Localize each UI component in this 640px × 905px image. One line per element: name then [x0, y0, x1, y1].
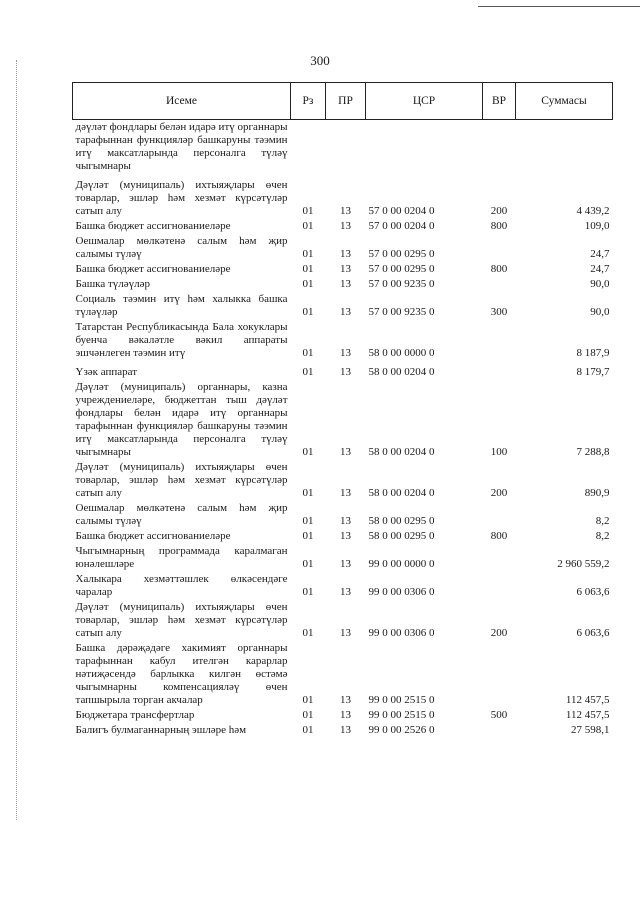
row-name: Халыкара хезмәттәшлек өлкәсендәге чаралар [75, 573, 288, 598]
header-vr: ВР [483, 83, 516, 120]
row-pr: 13 [340, 220, 351, 232]
row-name: Башка бюджет ассигнованиеләре [75, 220, 231, 232]
row-amount: 8,2 [595, 530, 610, 542]
row-amount: 90,0 [590, 306, 610, 318]
row-rz: 01 [302, 694, 314, 706]
row-vr [483, 544, 516, 572]
row-amount: 2 960 559,2 [557, 558, 610, 570]
row-name: Дәүләт (муниципаль) ихтыяҗлары өчен товарлар, эшләр һәм хезмәт күрсәтүләр сатып алу [75, 461, 288, 499]
row-vr [483, 572, 516, 600]
header-csr: ЦСР [366, 83, 483, 120]
row-amount [516, 120, 613, 179]
row-vr [483, 277, 516, 292]
row-pr: 13 [340, 515, 351, 527]
row-pr: 13 [340, 205, 351, 217]
row-name: Үзәк аппарат [75, 366, 138, 378]
row-pr: 13 [340, 558, 351, 570]
table-row [73, 723, 613, 738]
row-pr: 13 [340, 306, 351, 318]
row-csr: 99 0 00 0000 0 [368, 558, 435, 570]
row-amount: 8 179,7 [576, 366, 610, 378]
row-csr: 99 0 00 0306 0 [368, 586, 435, 598]
table-row [73, 529, 613, 544]
table-row [73, 120, 613, 179]
row-pr: 13 [340, 724, 351, 736]
row-vr: 500 [490, 709, 508, 721]
table-row [73, 262, 613, 277]
table-row [73, 708, 613, 723]
row-csr: 99 0 00 0306 0 [368, 627, 435, 639]
row-pr: 13 [340, 446, 351, 458]
binding-margin-line [16, 60, 17, 820]
row-vr [483, 501, 516, 529]
table-row [73, 501, 613, 529]
row-rz: 01 [302, 366, 314, 378]
row-vr [483, 365, 516, 380]
row-name: Дәүләт (муниципаль) ихтыяҗлары өчен товарлар, эшләр һәм хезмәт күрсәтүләр сатып алу [75, 601, 288, 639]
row-amount: 24,7 [590, 263, 610, 275]
row-rz: 01 [302, 263, 314, 275]
row-pr [326, 120, 366, 179]
table-row [73, 292, 613, 320]
row-pr: 13 [340, 586, 351, 598]
row-vr: 200 [490, 205, 508, 217]
row-vr: 800 [490, 220, 508, 232]
row-rz: 01 [302, 586, 314, 598]
row-rz: 01 [302, 278, 314, 290]
row-pr: 13 [340, 366, 351, 378]
row-vr: 300 [490, 306, 508, 318]
row-name: Дәүләт (муниципаль) ихтыяҗлары өчен товарлар, эшләр һәм хезмәт күрсәтүләр сатып алу [75, 179, 288, 217]
row-pr: 13 [340, 248, 351, 260]
row-csr: 99 0 00 2515 0 [368, 709, 435, 721]
table-body [73, 120, 613, 739]
row-pr: 13 [340, 530, 351, 542]
row-amount: 6 063,6 [576, 627, 610, 639]
row-pr: 13 [340, 487, 351, 499]
header-rz: Рз [291, 83, 326, 120]
row-rz: 01 [302, 515, 314, 527]
row-name: Башка түләүләр [75, 278, 151, 290]
row-vr [483, 320, 516, 365]
table-row [73, 380, 613, 460]
row-amount: 6 063,6 [576, 586, 610, 598]
row-pr: 13 [340, 694, 351, 706]
row-amount: 7 288,8 [576, 446, 610, 458]
row-rz: 01 [302, 446, 314, 458]
row-csr: 58 0 00 0295 0 [368, 530, 435, 542]
header-name: Исеме [73, 83, 291, 120]
row-amount: 890,9 [584, 487, 610, 499]
row-amount: 112 457,5 [565, 694, 610, 706]
row-vr: 200 [490, 627, 508, 639]
row-csr: 58 0 00 0204 0 [368, 487, 435, 499]
row-amount: 109,0 [584, 220, 610, 232]
table-row [73, 572, 613, 600]
row-csr: 99 0 00 2515 0 [368, 694, 435, 706]
row-csr: 58 0 00 0000 0 [368, 347, 435, 359]
row-name: Дәүләт (муниципаль) органнары, казна учреждениеләре, бюджеттан тыш дәүләт фондлары белән идарә итү органнары тарафыннан функцияләр башкаруны тәэмин итү максатларында персоналга түләү чыгымнары [75, 381, 288, 458]
row-vr: 200 [490, 487, 508, 499]
page-number: 300 [310, 53, 330, 68]
row-vr: 800 [490, 263, 508, 275]
row-csr: 58 0 00 0204 0 [368, 446, 435, 458]
row-rz: 01 [302, 248, 314, 260]
table-row [73, 460, 613, 501]
row-amount: 8,2 [595, 515, 610, 527]
row-name: Социаль тәэмин итү һәм халыкка башка түләүләр [75, 293, 288, 318]
row-rz: 01 [302, 205, 314, 217]
row-csr: 57 0 00 0295 0 [368, 248, 435, 260]
row-rz: 01 [302, 709, 314, 721]
row-name: Оешмалар мөлкәтенә салым һәм җир салымы түләү [75, 235, 288, 260]
row-rz: 01 [302, 724, 314, 736]
row-amount: 112 457,5 [565, 709, 610, 721]
row-name: Башка бюджет ассигнованиеләре [75, 263, 231, 275]
row-rz: 01 [302, 220, 314, 232]
row-amount: 4 439,2 [576, 205, 610, 217]
row-rz: 01 [302, 306, 314, 318]
row-pr: 13 [340, 627, 351, 639]
table-row [73, 641, 613, 708]
row-rz [291, 120, 326, 179]
header-amount: Суммасы [516, 83, 613, 120]
row-csr: 99 0 00 2526 0 [368, 724, 435, 736]
row-pr: 13 [340, 278, 351, 290]
table-row [73, 219, 613, 234]
row-rz: 01 [302, 530, 314, 542]
row-vr [483, 234, 516, 262]
row-name: Башка дәрәҗәдәге хакимият органнары тарафыннан кабул ителгән карарлар нәтиҗәсендә барлыкка килгән өстәмә чыгымнарны компенсацияләү өчен тапшырыла торган акчалар [75, 642, 288, 706]
row-name: Балигъ булмаганнарның эшләре һәм [75, 724, 247, 736]
table-row [73, 320, 613, 365]
row-name: Оешмалар мөлкәтенә салым һәм җир салымы түләү [75, 502, 288, 527]
budget-table [72, 82, 613, 738]
row-amount: 8 187,9 [576, 347, 610, 359]
row-rz: 01 [302, 558, 314, 570]
row-vr: 100 [490, 446, 508, 458]
row-rz: 01 [302, 627, 314, 639]
row-name: Чыгымнарның программада каралмаган юнәлешләре [75, 545, 288, 570]
table-header-row [73, 83, 613, 120]
row-rz: 01 [302, 347, 314, 359]
table-row [73, 277, 613, 292]
row-csr: 57 0 00 0295 0 [368, 263, 435, 275]
row-amount: 24,7 [590, 248, 610, 260]
row-csr: 57 0 00 0204 0 [368, 205, 435, 217]
row-amount: 90,0 [590, 278, 610, 290]
row-pr: 13 [340, 347, 351, 359]
table-row [73, 544, 613, 572]
row-pr: 13 [340, 263, 351, 275]
row-pr: 13 [340, 709, 351, 721]
table-row [73, 178, 613, 219]
row-csr: 57 0 00 9235 0 [368, 306, 435, 318]
row-csr: 58 0 00 0295 0 [368, 515, 435, 527]
row-csr [366, 120, 483, 179]
table-row [73, 234, 613, 262]
row-csr: 58 0 00 0204 0 [368, 366, 435, 378]
row-vr [483, 641, 516, 708]
row-vr [483, 723, 516, 738]
row-csr: 57 0 00 9235 0 [368, 278, 435, 290]
row-name: Башка бюджет ассигнованиеләре [75, 530, 231, 542]
row-name: Бюджетара трансфертлар [75, 709, 195, 721]
row-name: дәүләт фондлары белән идарә итү органнары тарафыннан функцияләр башкаруны тәэмин итү максатларында персоналга түләү чыгымнары [75, 121, 288, 172]
header-pr: ПР [326, 83, 366, 120]
row-name: Татарстан Республикасында Бала хокуклары буенча вәкаләтле вәкил аппараты эшчәнлеген тәэмин итү [75, 321, 288, 359]
row-vr [483, 120, 516, 179]
top-edge-rule [478, 6, 640, 7]
row-vr: 800 [490, 530, 508, 542]
row-rz: 01 [302, 487, 314, 499]
row-amount: 27 598,1 [571, 724, 610, 736]
table-row [73, 365, 613, 380]
row-csr: 57 0 00 0204 0 [368, 220, 435, 232]
table-row [73, 600, 613, 641]
